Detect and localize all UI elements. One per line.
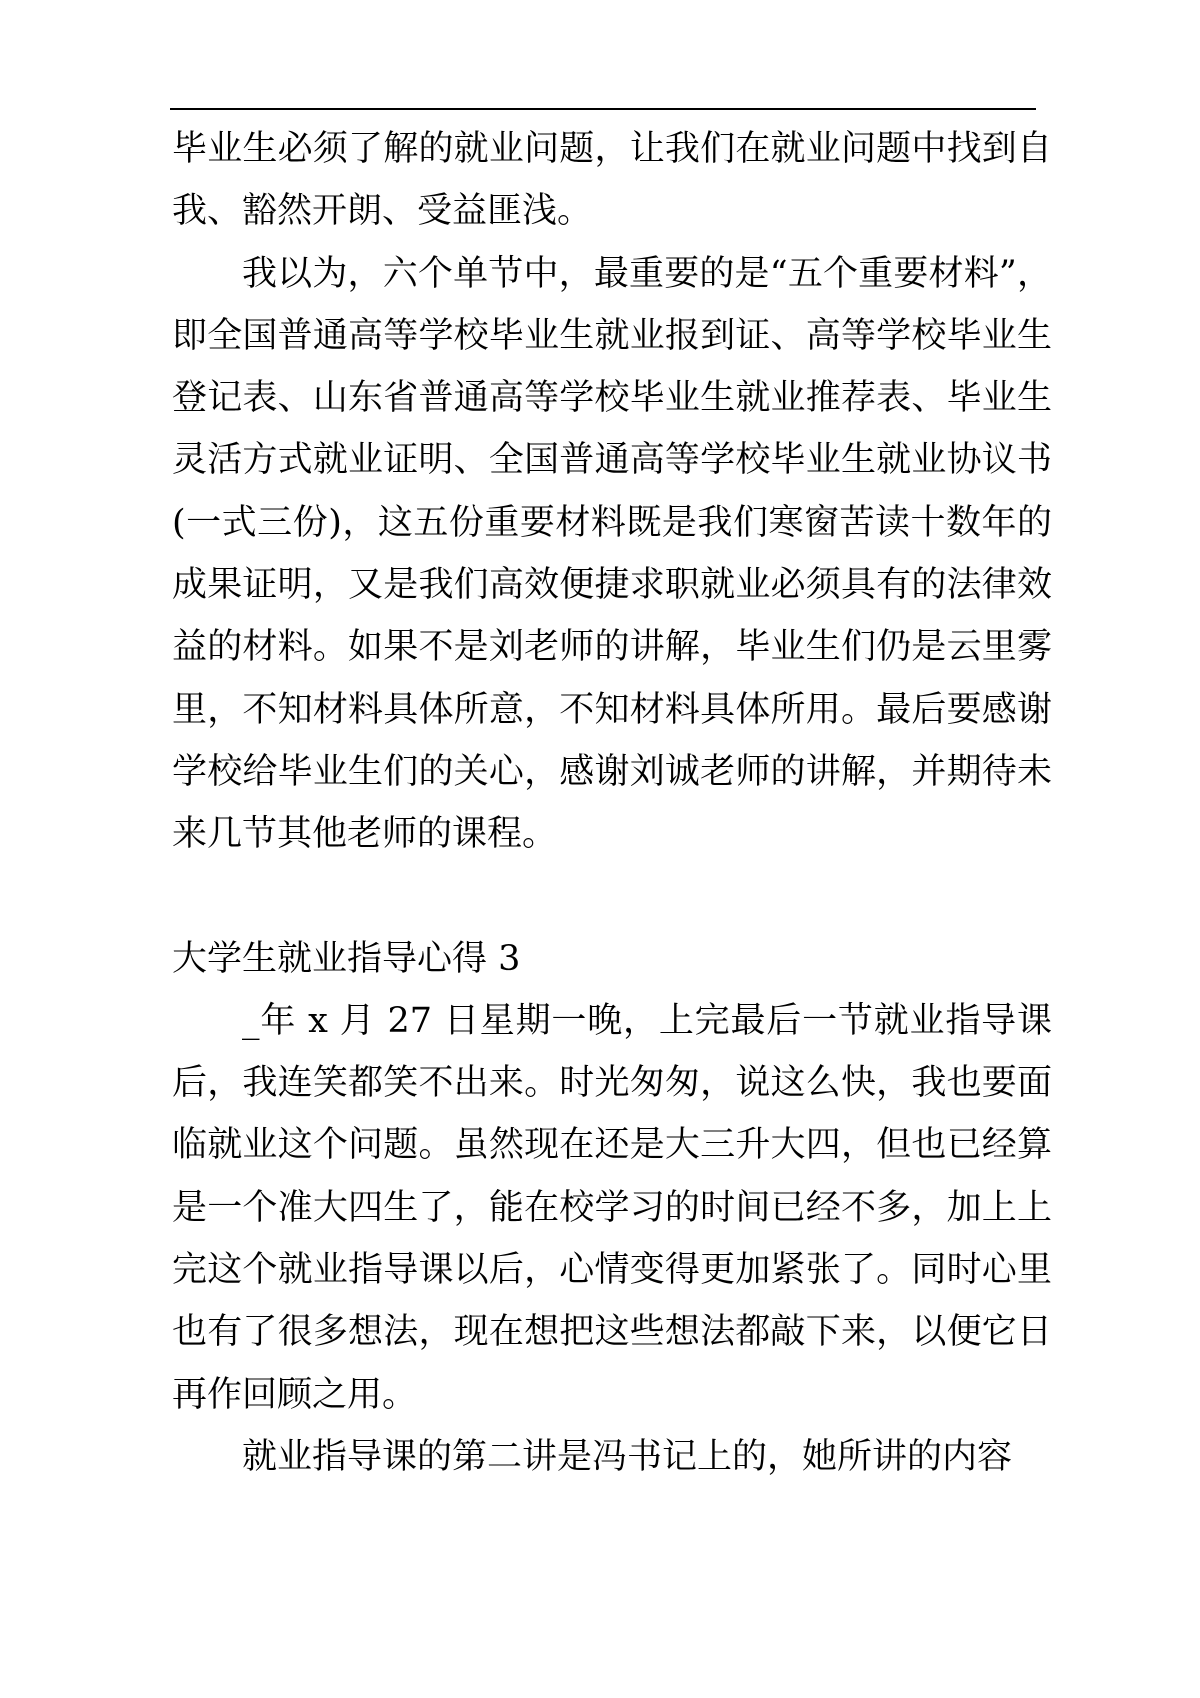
paragraph-career-class: _年 x 月 27 日星期一晚，上完最后一节就业指导课后，我连笑都笑不出来。时光匆匆，说这么快，我也要面临就业这个问题。虽然现在还是大三升大四，但也已经算是一个准大四生了，能在校学习的时间已经不多，加上上完这个就业指导课以后，心情变得更加紧张了。同时心里也有了很多想法，现在想把这些想法都敲下来，以便它日再作回顾之用。 (172, 1000, 1052, 1415)
header-rule (170, 108, 1036, 110)
paragraph-continuation: 毕业生必须了解的就业问题，让我们在就业问题中找到自我、豁然开朗、受益匪浅。 (172, 129, 1052, 232)
paragraph-five-materials: 我以为，六个单节中，最重要的是“五个重要材料”，即全国普通高等学校毕业生就业报到证、高等学校毕业生登记表、山东省普通高等学校毕业生就业推荐表、毕业生灵活方式就业证明、全国普通高等学校毕业生就业协议书(一式三份)，这五份重要材料既是我们寒窗苦读十数年的成果证明，又是我们高效便捷求职就业必须具有的法律效益的材料。如果不是刘老师的讲解，毕业生们仍是云里雾里，不知材料具体所意，不知材料具体所用。最后要感谢学校给毕业生们的关心，感谢刘诚老师的讲解，并期待未来几节其他老师的课程。 (172, 253, 1052, 855)
paragraph-second-lecture: 就业指导课的第二讲是冯书记上的，她所讲的内容 (242, 1436, 1013, 1477)
document-body (172, 118, 1052, 1488)
section-heading: 大学生就业指导心得 3 (172, 938, 521, 979)
